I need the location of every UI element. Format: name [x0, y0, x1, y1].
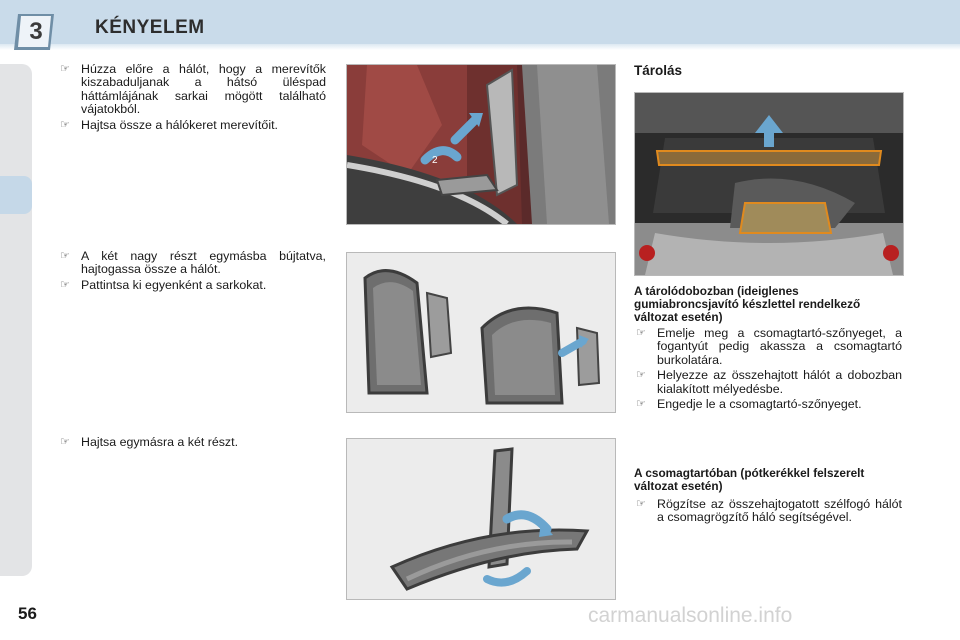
list-item: ☞ Pattintsa ki egyenként a sarkokat.: [60, 277, 267, 292]
pointing-hand-icon: ☞: [636, 498, 646, 510]
pointing-hand-icon: ☞: [60, 250, 70, 262]
chapter-number: 3: [29, 18, 43, 45]
list-item: ☞ Emelje meg a csomagtartó-szőnyeget, a fogantyút pedig akassza a csomagtartó burkolatára.: [636, 326, 902, 367]
page-title: KÉNYELEM: [95, 17, 205, 38]
subsection-title-storage-box: A tárolódobozban (ideiglenes gumiabroncsjavító készlettel rendelkező változat esetén): [634, 284, 861, 324]
trunk-storage-photo: [634, 92, 904, 276]
header-band-fade: [0, 44, 960, 50]
pointing-hand-icon: ☞: [60, 118, 70, 131]
pointing-hand-icon: ☞: [636, 327, 646, 339]
chapter-badge: [14, 12, 58, 52]
side-rail: [0, 64, 32, 576]
list-item: ☞ Hajtsa össze a hálókeret merevítőit.: [60, 117, 278, 132]
list-item: ☞ Engedje le a csomagtartó-szőnyeget.: [636, 397, 862, 412]
net-corners-folding-illustration: [346, 252, 616, 413]
pointing-hand-icon: ☞: [60, 63, 70, 75]
section-title: Tárolás: [634, 63, 683, 78]
pointing-hand-icon: ☞: [636, 369, 646, 382]
watermark: carmanualsonline.info: [588, 604, 793, 627]
instruction-list-2: [58, 250, 326, 294]
seat-net-removal-photo: [346, 64, 616, 225]
luggage-instructions: [634, 498, 902, 527]
pointing-hand-icon: ☞: [60, 436, 70, 448]
subsection-title-luggage: A csomagtartóban (pótkerékkel felszerelt változat esetén): [634, 466, 865, 493]
instruction-list-1: [58, 63, 326, 134]
instruction-list-3: [58, 436, 326, 451]
page-number: 56: [18, 604, 37, 623]
chapter-side-tab: [0, 176, 32, 214]
storage-box-instructions: [634, 327, 902, 413]
list-item: ☞ Hajtsa egymásra a két részt.: [60, 435, 239, 449]
pointing-hand-icon: ☞: [60, 278, 70, 291]
list-item: ☞ A két nagy részt egymásba bújtatva, hajtogassa össze a hálót.: [60, 249, 326, 277]
list-item: ☞ Húzza előre a hálót, hogy a merevítők kiszabaduljanak a hátsó üléspad háttámlájának sarkai mögött található vájatokból.: [60, 62, 326, 117]
list-item: ☞ Helyezze az összehajtott hálót a dobozban kialakított mélyedésbe.: [636, 368, 902, 396]
svg-text:2: 2: [432, 155, 438, 166]
list-item: ☞ Rögzítse az összehajtogatott szélfogó hálót a csomagrögzítő háló segítségével.: [636, 497, 902, 525]
net-halves-folding-illustration: [346, 438, 616, 600]
pointing-hand-icon: ☞: [636, 398, 646, 411]
